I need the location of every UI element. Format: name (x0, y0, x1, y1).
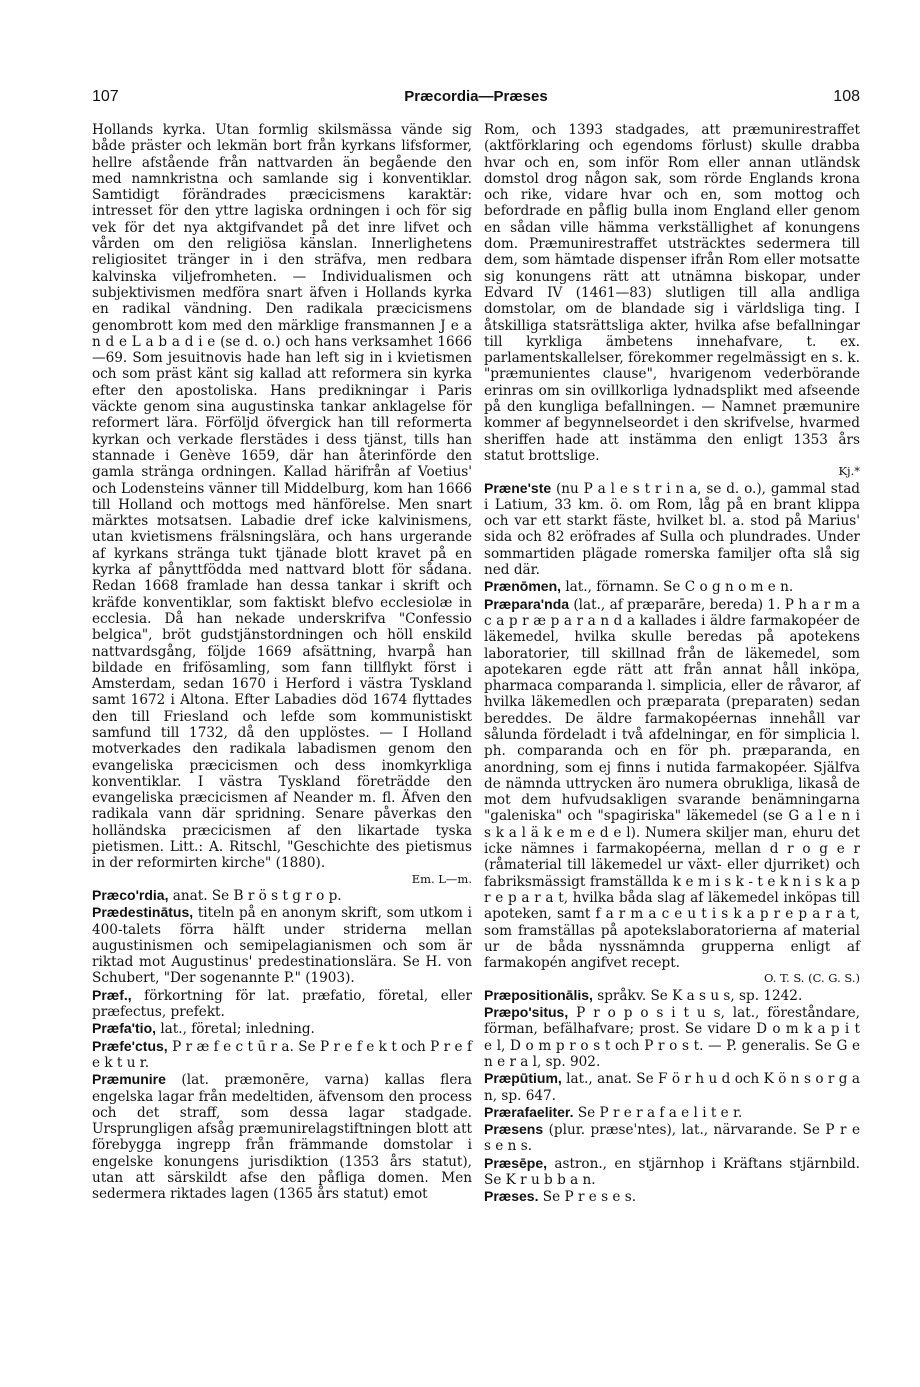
author-signature: Kj.* (838, 464, 860, 479)
entry-praepositionalis (484, 987, 860, 1004)
right-column (484, 122, 860, 1206)
entry-text: Se P r e r a f a e l i t e r. (573, 1104, 743, 1121)
headword: Præpara'nda (484, 595, 570, 612)
continuation-text: Hollands kyrka. Utan formlig skilsmässa vände sig både präster och lekmän bort från kyrkans lifsformer, hellre afstående från nattvarden än begående den med namnkristna och samlande sig i konventiklar. Samtidigt förändrades præcicismens karaktär: intresset för den yttre lagiska ordningen i och för sig vek för det nya aktgifvandet på det inre lifvet och vården om den religiösa känslan. Innerlighetens religiositet tränger in i den sträfva, men redbara kalvinska viljefromheten. — Individualismen och subjektivismen medföra snart äfven i Hollands kyrka en radikal vändning. Den radikala præcicismens genombrott kom med den märklige fransmannen J e a n d e L a b a d i e (se d. o.) och hans verksamhet 1666—69. Som jesuitnovis hade han left sig in i kvietismen och som präst känt sig kallad att reformera sin kyrka efter den apostoliska. Hans predikningar i Paris väckte genom sina augustinska tankar anklagelse för reformert lära. Förföljd öfvergick han till reformerta kyrkan och verkade flerstädes i dess tjänst, tills han stannade i Genève 1659, där han återinförde den gamla stränga ordningen. Kallad härifrån af Voetius' och Lodensteins vänner till Middelburg, kom han 1666 till Holland och mottogs med hänförelse. Men snart märktes motsatsen. Labadie dref icke kalvinismens, utan kvietismens frälsningslära, och hans urgerande af kyrkans stränga tukt tjänade blott kravet på en kyrka af pånyttfödda med nattvard blott för sådana. Redan 1668 framlade han dessa tankar i skrift och kräfde konventiklar, som faktiskt blefvo ecclesiolæ in ecclesia. Då han nekade underskrifva "Confessio belgica", bröt gudstjänstordningen och höll enskild nattvardsgång, följde 1669 afsättning, hvarpå han bildade en frifösamling, som fann tillflykt först i Amsterdam, sedan 1670 i Herford i västra Tyskland samt 1672 i Altona. Efter Labadies död 1674 flyttades den till Friesland och lefde som kommunistiskt samfund till 1732, då den upplöstes. — I Holland motverkades den radikala labadismen genom den evangeliska præcicismen och dess inomkyrkliga konventiklar. I västra Tyskland företrädde den evangeliska præcicismen af Neander m. fl. Äfven den radikala vann där spridning. Senare påverkas den holländska præcicismen af den likartade tyska pietismen. Litt.: A. Ritschl, "Geschichte des pietismus in der reformirten kirche" (1880). (92, 122, 472, 872)
entry-text: anat. Se B r ö s t g r o p. (168, 887, 342, 904)
entry-text: lat., anat. Se F ö r h u d och K ö n s o r g a n, sp. 647. (484, 1071, 860, 1104)
headword: Prædestinātus, (92, 904, 194, 921)
left-column (92, 122, 472, 1203)
headword: Præsens (484, 1121, 544, 1138)
author-signature: Em. L—m. (411, 871, 472, 886)
entry-text: (lat., af præparāre, bereda) 1. P h a r m a c a p r æ p a r a n d a kallades i äldre farmakopéer de läkemedel, hvilka skulle beredas på apotekens laboratorier, till skillnad från de läkemedel, som apotekaren egde rätt att från annat håll inköpa, pharmaca comparanda l. simplicia, eller de råvaror, af hvilka läkemedlen och præparata (preparaten) sedan bereddes. De äldre farmakopéernas innehåll var sålunda fördeladt i två afdelningar, en för simplicia l. ph. comparanda och en för ph. præparanda, en anordning, som ej finns i nutida farmakopéer. Själfva de nämnda uttrycken äro numera obrukliga, likaså de mot dem hufvudsakligen svarande benämningarna "galeniska" och "spagiriska" läkemedel (se G a l e n i s k a l ä k e m e d e l). Numera skiljer man, ehuru det icke nämnes i farmakopéerna, mellan d r o g e r (råmaterial till läkemedel ur växt- eller djurriket) och fabriksmässigt framställda k e m i s k - t e k n i s k a p r e p a r a t, hvilka båda slag af läkemedel inköpas till apoteken, samt f a r m a c e u t i s k a p r e p a r a t, som framställas på apotekslaboratorierna af material ur de båda nyssnämnda grupperna enligt af farmakopén angifvet recept. (484, 596, 860, 972)
headword: Prærafaeliter. (484, 1103, 574, 1120)
entry-praeneste (484, 480, 860, 579)
entry-praecordia (92, 887, 472, 904)
entry-praef (92, 987, 472, 1021)
page-number-left: 107 (92, 88, 119, 105)
entry-text: Se P r e s e s. (538, 1189, 637, 1206)
headword: Præco'rdia, (92, 886, 169, 903)
entry-text: förkortning för lat. præfatio, företal, eller præfectus, prefekt. (92, 987, 472, 1021)
entry-text: (plur. præse'ntes), lat., närvarande. Se P r e s e n s. (484, 1122, 860, 1155)
entry-text: (nu P a l e s t r i n a, se d. o.), gammal stad i Latium, 33 km. ö. om Rom, låg på en brant klippa och var ett starkt fäste, hvilket bl. a. stod på Marius' sida och 82 eröfrades af Sulla och plundrades. Under sommartiden plägade romerska familjer ofta slå sig ned där. (484, 480, 860, 579)
headword: Præsēpe, (484, 1154, 548, 1171)
entry-praeses (484, 1188, 860, 1205)
headword: Præpo'situs, (484, 1004, 569, 1021)
entry-praemunire (92, 1071, 472, 1202)
entry-praenomen (484, 578, 860, 595)
entry-text: lat., förnamn. Se C o g n o m e n. (561, 579, 794, 596)
entry-text: (lat. præmonēre, varna) kallas flera engelska lagar från medeltiden, äfvensom den process och det straff, som dessa lagar stadgade. Ursprungligen afsåg præmunirelagstiftningen blott att förebygga ingrepp från främmande domstolar i engelske konungens jurisdiktion (1353 års statut), utan att särskildt afse den påfliga domen. Men sedermera riktades lagen (1365 års statut) emot (92, 1072, 472, 1203)
running-title: Præcordia—Præses (404, 88, 548, 105)
headword: Præne'ste (484, 479, 552, 496)
entry-text: P r æ f e c t ū r a. Se P r e f e k t och P r e f e k t u r. (92, 1038, 472, 1071)
entry-praeparanda (484, 596, 860, 972)
entry-text: titeln på en anonym skrift, som utkom i 400-talets förra hälft under striderna mellan augustinismen och semipelagianismen och som är riktad mot Augustinus' predestinationslära. Se H. von Schubert, "Der sogenannte P." (1903). (92, 905, 472, 987)
entry-text: lat., företal; inledning. (156, 1021, 315, 1038)
entry-text: språkv. Se K a s u s, sp. 1242. (592, 987, 803, 1004)
headword: Præpūtium, (484, 1070, 562, 1087)
headword: Præfa'tio, (92, 1020, 157, 1037)
headword: Præses. (484, 1188, 539, 1205)
entry-praedestinatus (92, 904, 472, 986)
headword: Præf., (92, 986, 132, 1003)
headword: Præfe'ctus, (92, 1037, 168, 1054)
entry-praefectus (92, 1038, 472, 1072)
entry-praepositus (484, 1004, 860, 1070)
entry-text: P r o p o s i t u s, lat., föreståndare, förman, befälhafvare; prost. Se vidare D o m k a p i t e l, D o m p r o s t och P r o s t. — P. generalis. Se G e n e r a l, sp. 902. (484, 1005, 860, 1070)
page-header (92, 88, 860, 112)
entry-praefatio (92, 1020, 472, 1037)
entry-praerafaeliter (484, 1104, 860, 1121)
continuation-text: Rom, och 1393 stadgades, att præmunirestraffet (aktförklaring och egendoms förlust) skulle drabba hvar och en, som inför Rom eller annan utländsk domstol drog någon sak, som rörde Englands krona och rike, vidare hvar och en, som mottog och befordrade en påflig bulla inom England eller genom en sådan ville hämma verkställighet af konungens dom. Præmunirestraffet utsträcktes sedermera till dem, som hämtade dispenser ifrån Rom eller motsatte sig konungens rätt att utnämna biskopar, under Edvard IV (1461—83) slutligen till alla andliga domstolar, om de blandade sig i världsliga ting. I åtskilliga statsrättsliga akter, hvilka afse befallningar till kyrkliga ämbetens innehafvare, t. ex. parlamentskallelser, förekommer regelmässigt en s. k. "præmunientes clause", hvarigenom vederbörande erinras om sin ovillkorliga lydnadsplikt med afseende på den kungliga befallningen. — Namnet præmunire kommer af begynnelseordet i den skrifvelse, hvarmed sheriffen hade att instämma den enligt 1353 års statut brottslige. (484, 122, 860, 464)
headword: Præmunire (92, 1071, 166, 1088)
entry-text: astron., en stjärnhop i Kräftans stjärnbild. Se K r u b b a n. (484, 1155, 860, 1188)
entry-praesens (484, 1121, 860, 1155)
entry-praeputium (484, 1070, 860, 1104)
page-number-right: 108 (833, 88, 860, 105)
entry-praesepe (484, 1155, 860, 1189)
headword: Prænōmen, (484, 578, 562, 595)
author-signature: O. T. S. (C. G. S.) (763, 971, 860, 986)
headword: Præpositionālis, (484, 986, 593, 1003)
